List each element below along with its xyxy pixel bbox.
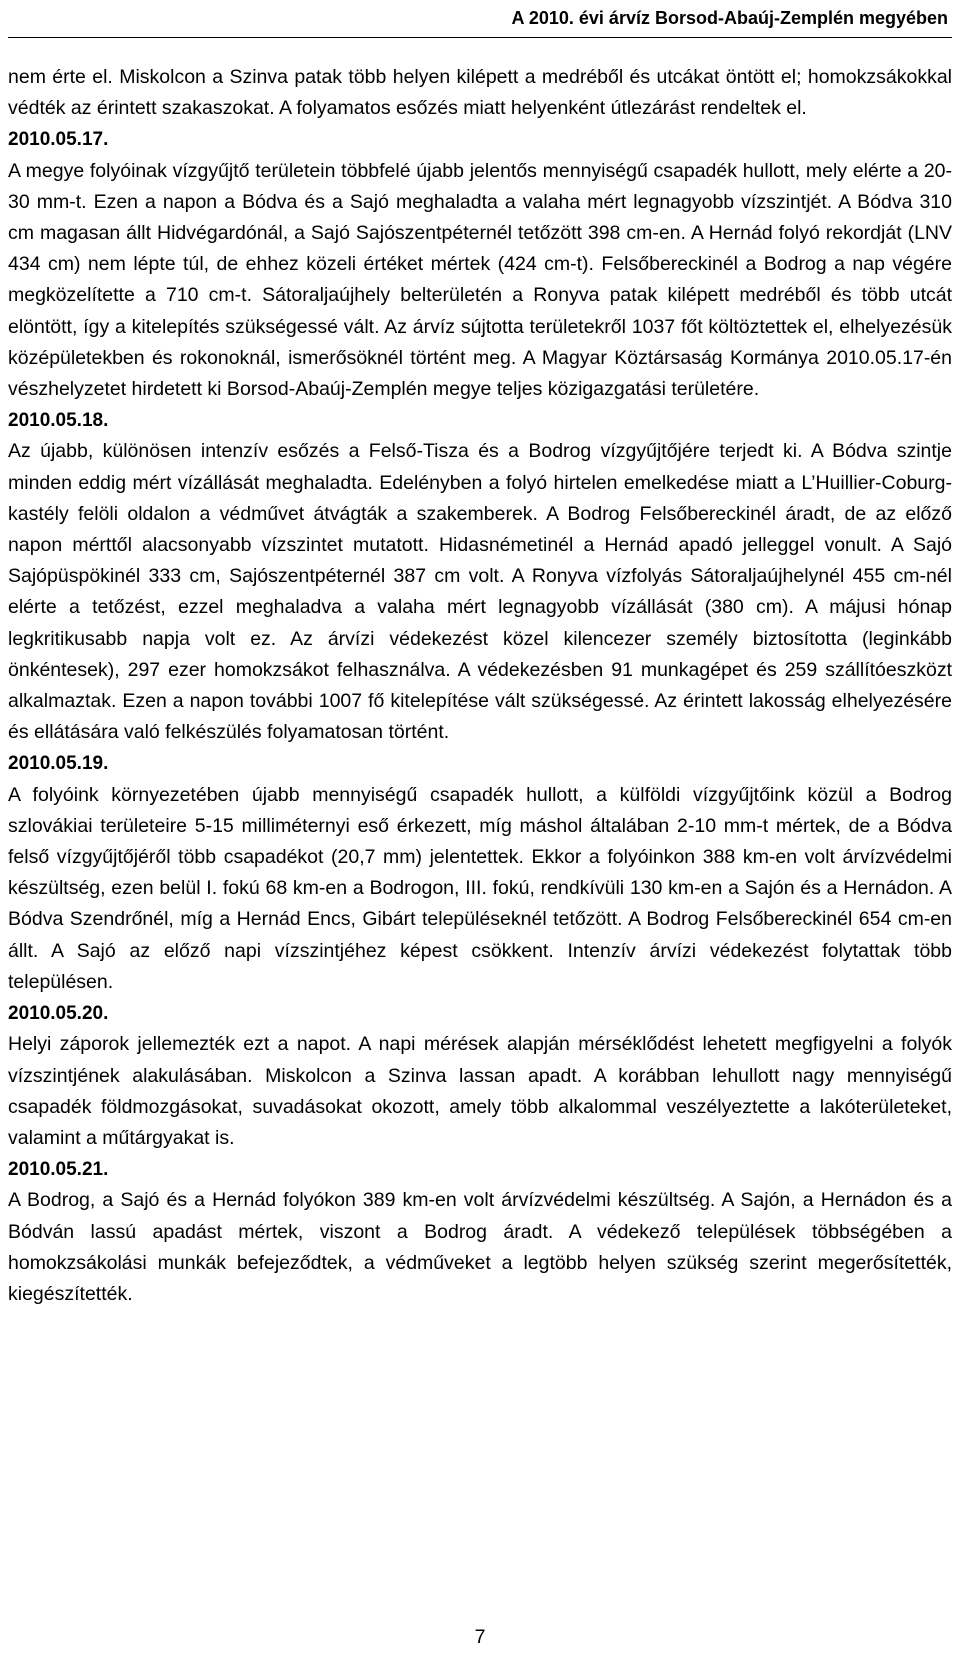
entry-date: 2010.05.17. [8,129,109,151]
document-body [8,62,952,1310]
entry-text: Az újabb, különösen intenzív esőzés a Felső-Tisza és a Bodrog vízgyűjtőjére terjedt ki. A Bódva szintje minden eddig mért vízállását meghaladta. Edelényben a folyó hirtelen emelkedése miatt a L’Huillier-Coburg-kastély felöli oldalon a védművet átvágták a szakemberek. A Bodrog Felsőbereckinél áradt, de az előző napon mérttől alacsonyabb vízszintet mutatott. Hidasnémetinél a Hernád apadó jelleggel vonult. A Sajó Sajópüspökinél 333 cm, Sajószentpéternél 387 cm volt. A Ronyva vízfolyás Sátoraljaújhelynél 455 cm-nél elérte a tetőzést, ezzel meghaladva a valaha mért legnagyobb vízállását (380 cm). A májusi hónap legkritikusabb napja volt ez. Az árvízi védekezést közel kilencezer személy biztosította (leginkább önkéntesek), 297 ezer homokzsákot felhasználva. A védekezésben 91 munkagépet és 259 szállítóeszközt alkalmaztak. Ezen a napon további 1007 fő kitelepítése vált szükségessé. Az érintett lakosság elhelyezésére és ellátására való felkészülés folyamatosan történt. [8,440,952,744]
page-number: 7 [474,1626,486,1648]
entry-date: 2010.05.19. [8,753,109,775]
entry-2010-05-17 [8,124,952,405]
entry-date: 2010.05.20. [8,1003,109,1025]
entry-2010-05-19 [8,748,952,998]
entry-date: 2010.05.18. [8,410,109,432]
entry-date: 2010.05.21. [8,1159,109,1181]
header-divider [8,37,952,38]
entry-text: A megye folyóinak vízgyűjtő területein többfelé újabb jelentős mennyiségű csapadék hullott, mely elérte a 20-30 mm-t. Ezen a napon a Bódva és a Sajó meghaladta a valaha mért legnagyobb vízszintjét. A Bódva 310 cm magasan állt Hidvégardónál, a Sajó Sajószentpéternél tetőzött 398 cm-en. A Hernád folyó rekordját (LNV 434 cm) nem lépte túl, de ehhez közeli értéket mértek (424 cm-t). Felsőbereckinél a Bodrog a nap végére megközelítette a 710 cm-t. Sátoraljaújhely belterületén a Ronyva patak kilépett medréből és több utcát elöntött, így a kitelepítés szükségessé vált. Az árvíz sújtotta területekről 1037 főt költöztettek el, elhelyezésük középületekben és rokonoknál, ismerősöknél történt meg. A Magyar Köztársaság Kormánya 2010.05.17-én vészhelyzetet hirdetett ki Borsod-Abaúj-Zemplén megye teljes közigazgatási területére. [8,159,952,401]
entry-text: Helyi záporok jellemezték ezt a napot. A napi mérések alapján mérséklődést lehetett megfigyelni a folyók vízszintjének alakulásában. Miskolcon a Szinva lassan apadt. A korábban lehullott nagy mennyiségű csapadék földmozgásokat, suvadásokat okozott, amely több alkalommal veszélyeztette a lakóterületeket, valamint a műtárgyakat is. [8,1033,952,1149]
entry-2010-05-20 [8,998,952,1154]
entry-text: A Bodrog, a Sajó és a Hernád folyókon 389 km-en volt árvízvédelmi készültség. A Sajón, a Hernádon és a Bódván lassú apadást mértek, viszont a Bodrog áradt. A védekező települések többségében a homokzsákolási munkák befejeződtek, a védműveket a legtöbb helyen szükség szerint megerősítették, kiegészítették. [8,1189,952,1305]
entry-text: A folyóink környezetében újabb mennyiségű csapadék hullott, a külföldi vízgyűjtőink közül a Bodrog szlovákiai területeire 5-15 milliméternyi eső érkezett, míg máshol általában 2-10 mm-t mértek, de a Bódva felső vízgyűjtőjéről több csapadékot (20,7 mm) jelentettek. Ekkor a folyóinkon 388 km-en volt árvízvédelmi készültség, ezen belül I. fokú 68 km-en a Bodrogon, III. fokú, rendkívüli 130 km-en a Sajón és a Hernádon. A Bódva Szendrőnél, míg a Hernád Encs, Gibárt településeknél tetőzött. A Bodrog Felsőbereckinél 654 cm-en állt. A Sajó az előző napi vízszintjéhez képest csökkent. Intenzív árvízi védekezést folytattak több településen. [8,783,952,993]
intro-paragraph: nem érte el. Miskolcon a Szinva patak több helyen kilépett a medréből és utcákat öntött el; homokzsákokkal védték az érintett szakaszokat. A folyamatos esőzés miatt helyenként útlezárást rendeltek el. [8,66,952,120]
running-header: A 2010. évi árvíz Borsod-Abaúj-Zemplén megyében [511,8,948,28]
entry-2010-05-18 [8,405,952,748]
entry-2010-05-21 [8,1154,952,1310]
